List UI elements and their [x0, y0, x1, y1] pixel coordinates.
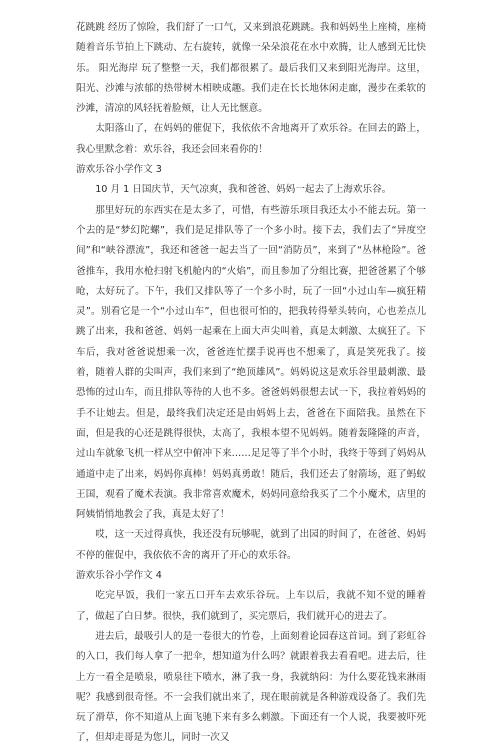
document-page: [76, 18, 426, 749]
paragraph-drive-to-park: 吃完早饭，我们一家五口开车去欢乐谷玩。上车以后，我就不知不觉的睡着了，做起了白日梦。很快，我们就到了，买完票后，我们就开心的进去了。: [76, 590, 426, 622]
essay-title-3: 游欢乐谷小学作文 3: [76, 164, 162, 176]
paragraph-rainbow-valley: 进去后，最吸引人的是一卷很大的竹卷，上面刻着论园春这首词。到了彩虹谷的入口，我们每人拿了一把伞，想知道为什么吗？就跟着我去看看吧。进去后，往上方一看全是喷泉，喷泉往下喷水，淋了我一身，我就纳闷：为什么要花钱来淋雨呢？我感到很奇怪。不一会我们就出来了，现在眼前就是各种游戏设备了。我们先玩了滑草，你不知道从上面飞驰下来有多么刺激。下面还有一个人说，我要被吓死了，但却走哥是为您儿，同时一次又: [76, 630, 426, 744]
paragraph-leaving-park: 哎，这一天过得真快，我还没有玩够呢，就到了出园的时间了，在爸爸、妈妈不停的催促中，我依依不舍的离开了开心的欢乐谷。: [76, 529, 426, 561]
paragraph-rides: 那里好玩的东西实在是太多了，可惜，有些游乐项目我还太小不能去玩。第一个去的是“梦幻陀螺”，我们是足排队等了一个多小时。接下去，我们去了“异度空间”和“峡谷漂流”，我还和爸爸一起去当了一回“消防员”，来到了“丛林枪险”。爸爸推车，我用水枪扫射飞机舱内的“火焰”，而且参加了分组比赛，把爸爸累了个够呛，太好玩了。下午，我们又排队等了一个多小时，玩了一回“小过山车—疯狂精灵”。别看它是一个“小过山车”，但也很可怕的，把我转得晕头转向，心也差点儿跳了出来，我和爸爸、妈妈一起乘在上面大声尖叫着，真是太刺激、太疯狂了。下车后，我对爸爸说想乘一次，爸爸连忙摆手说再也不想乘了，真是笑死我了。接着，随着人群的尖叫声，我们来到了“绝顶雄风”。妈妈说这是欢乐谷里最刺激、最恐怖的过山车，而且排队等待的人也不多。爸爸妈妈很想去试一下，我拉着妈妈的手不让她去。但是，最终我们决定还是由妈妈上去，爸爸在下面陪我。虽然在下面，但是我的心还是跳得很快，太高了，我根本望不见妈妈。随着轰隆隆的声音，过山车就象飞机一样从空中俯冲下来……足足等了半个小时，我终于等到了妈妈从通道中走了出来，妈妈你真棒！妈妈真勇敢！随后，我们还去了射箭场，逛了蚂蚁王国，观看了魔术表演。我非常喜欢魔术，妈妈同意给我买了二个小魔术，店里的阿姨悄悄地教会了我，真是太好了！: [76, 204, 426, 521]
essay-title-4: 游欢乐谷小学作文 4: [76, 570, 162, 582]
paragraph-national-day: 10 月 1 日国庆节，天气凉爽，我和爸爸、妈妈一起去了上海欢乐谷。: [95, 184, 392, 196]
paragraph-wave-and-beach: 花跳跳 经历了惊险，我们舒了一口气，又来到浪花跳跳。我和妈妈坐上座椅，座椅随着音乐节拍上下跳动、左右旋转，就像一朵朵浪花在水中欢腾，让人感到无比快乐。 阳光海岸 玩了整整一天，我们都很累了。最后我们又来到阳光海岸。这里，阳光、沙滩与浓郁的热带树木相映成趣。我们走在长长地休闲走廊，漫步在柔软的沙滩，清凉的风轻抚着脸颊，让人无比惬意。: [76, 22, 426, 115]
paragraph-sunset-farewell: 太阳落山了，在妈妈的催促下，我依依不舍地离开了欢乐谷。在回去的路上，我心里默念着：欢乐谷，我还会回来看你的！: [76, 123, 426, 155]
